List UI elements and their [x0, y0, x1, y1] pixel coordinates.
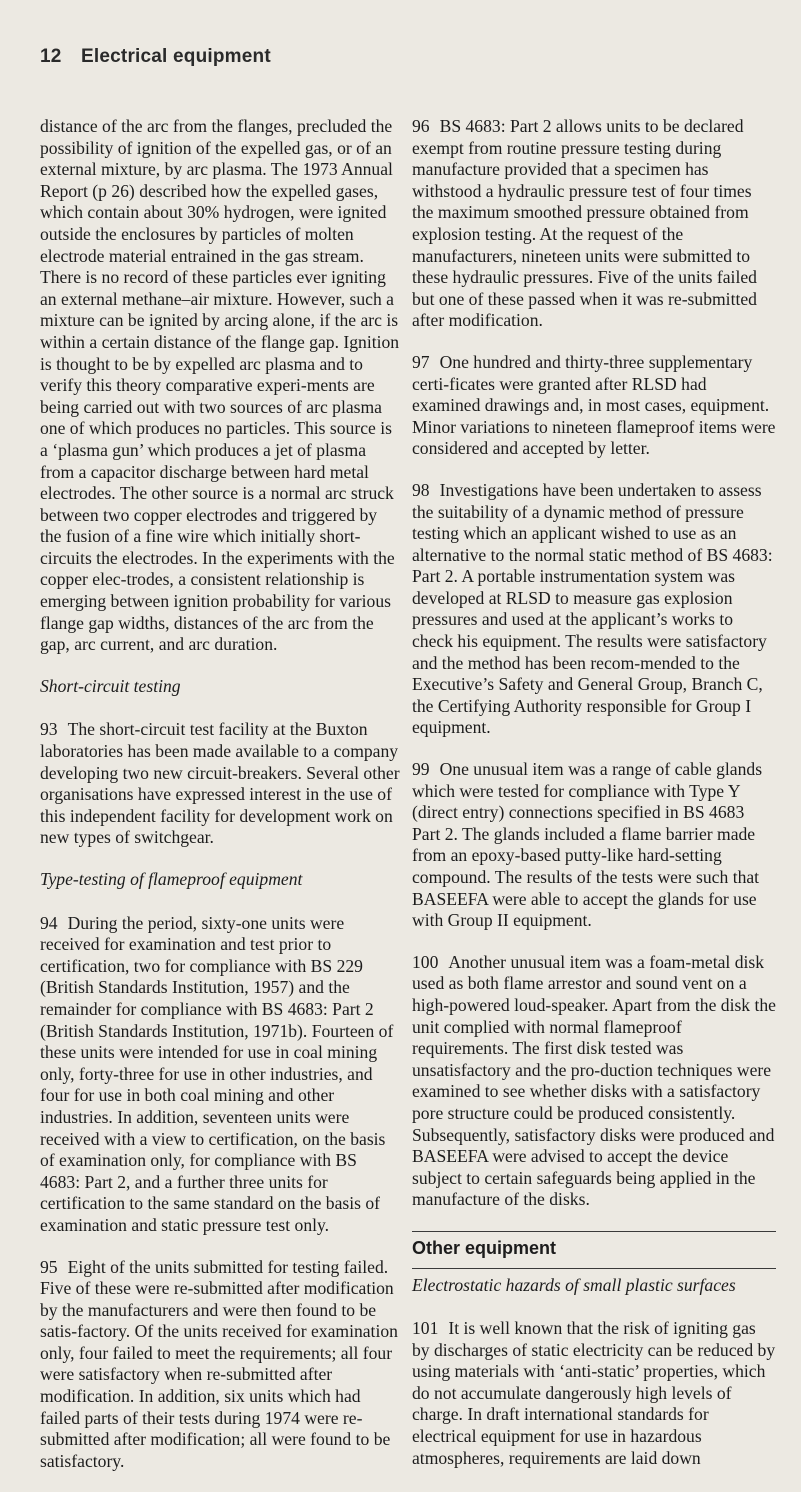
paragraph-number: 99 — [412, 759, 430, 780]
section-rule-top — [412, 1231, 776, 1232]
paragraph-text: Another unusual item was a foam-metal disk used as both flame arrestor and sound vent on a high-powered loud-speaker. Apart from the disk the unit complied with normal flameproof requirements. The first disk tested was unsatisfactory and the pro-duction techniques were examined to see whether disks with a satisfactory pore structure could be produced consistently. Subsequently, satisfactory disks were produced and BASEEFA were advised to accept the device subject to certain safeguards being applied in the manufacture of the disks. — [412, 951, 776, 1210]
subheading-short-circuit: Short-circuit testing — [40, 675, 181, 696]
paragraph-text: Eight of the units submitted for testing failed. Five of these were re-submitted after modification by the manufacturers and were then found to be satis-factory. Of the units received for examination only, four failed to meet the requirements; all four were satisfactory when re-submitted after modification. In addition, six units which had failed parts of their tests during 1974 were re-submitted after modification; all were found to be satisfactory. — [40, 1256, 398, 1471]
paragraph-text: It is well known that the risk of igniting gas by discharges of static electricity can be reduced by using materials with ‘anti-static’ properties, which do not accumulate dangerously high levels of charge. In draft international standards for electrical equipment for use in hazardous atmospheres, requirements are laid down — [412, 1318, 776, 1468]
paragraph-text: One hundred and thirty-three supplementary certi-ficates were granted after RLSD had examined drawings and, in most cases, equipment. Minor variations to nineteen flameproof items were considered and accepted by letter. — [412, 351, 776, 459]
paragraph-101 — [412, 1318, 776, 1469]
paragraph-98 — [412, 480, 776, 739]
paragraph-number: 98 — [412, 479, 430, 500]
paragraph-number: 97 — [412, 351, 430, 372]
right-column — [412, 116, 776, 1489]
page-title: Electrical equipment — [81, 46, 271, 67]
paragraph-number: 95 — [40, 1256, 58, 1277]
paragraph-text: The short-circuit test facility at the Buxton laboratories has been made available to a company developing two new circuit-breakers. Several other organisations have expressed interest in the use of this independent facility for development work on new types of switchgear. — [40, 719, 400, 848]
left-column — [40, 116, 400, 1492]
paragraph-100 — [412, 952, 776, 1211]
paragraph-number: 94 — [40, 912, 58, 933]
paragraph-number: 96 — [412, 116, 430, 136]
subheading-electrostatic: Electrostatic hazards of small plastic surfaces — [412, 1274, 736, 1295]
section-rule-bottom — [412, 1268, 776, 1269]
paragraph-95 — [40, 1257, 400, 1473]
paragraph-99 — [412, 759, 776, 932]
page-header — [40, 46, 271, 68]
paragraph-number: 93 — [40, 719, 58, 740]
paragraph-number: 101 — [412, 1318, 439, 1339]
section-heading-other-equipment: Other equipment — [412, 1237, 557, 1258]
paragraph-96 — [412, 116, 776, 332]
paragraph-text: During the period, sixty-one units were received for examination and test prior to certification, two for compliance with BS 229 (British Standards Institution, 1957) and the remainder for compliance with BS 4683: Part 2 (British Standards Institution, 1971b). Fourteen of these units were intended for use in coal mining only, forty-three for use in other industries, and four for use in both coal mining and other industries. In addition, seventeen units were received with a view to certification, on the basis of examination only, for compliance with BS 4683: Part 2, and a further three units for certification to the same standard on the basis of examination and static pressure test only. — [40, 912, 394, 1235]
paragraph-97 — [412, 352, 776, 460]
paragraph-text: BS 4683: Part 2 allows units to be declared exempt from routine pressure testing during manufacture provided that a specimen has withstood a hydraulic pressure test of four times the maximum smoothed pressure obtained from explosion testing. At the request of the manufacturers, nineteen units were submitted to these hydraulic pressures. Five of the units failed but one of these passed when it was re-submitted after modification. — [412, 116, 757, 331]
paragraph-number: 100 — [412, 951, 439, 972]
paragraph-text: Investigations have been undertaken to assess the suitability of a dynamic method of pressure testing which an applicant wished to use as an alternative to the normal static method of BS 4683: Part 2. A portable instrumentation system was developed at RLSD to measure gas explosion pressures and used at the applicant’s works to check his equipment. The results were satisfactory and the method has been recom-mended to the Executive’s Safety and General Group, Branch C, the Certifying Authority responsible for Group I equipment. — [412, 479, 773, 738]
page-number: 12 — [40, 46, 62, 67]
paragraph-94 — [40, 913, 400, 1237]
subheading-type-testing: Type-testing of flameproof equipment — [40, 869, 303, 889]
paragraph-intro: distance of the arc from the flanges, precluded the possibility of ignition of the expelled gas, or of an external mixture, by arc plasma. The 1973 Annual Report (p 26) described how the expelled gases, which contain about 30% hydrogen, were ignited outside the enclosures by particles of molten electrode material entrained in the gas stream. There is no record of these particles ever igniting an external methane–air mixture. However, such a mixture can be ignited by arcing alone, if the arc is within a certain distance of the flange gap. Ignition is thought to be by expelled arc plasma and to verify this theory comparative experi-ments are being carried out with two sources of arc plasma one of which produces no particles. This source is a ‘plasma gun’ which produces a jet of plasma from a capacitor discharge between hard metal electrodes. The other source is a normal arc struck between two copper electrodes and triggered by the fusion of a fine wire which initially short-circuits the electrodes. In the experiments with the copper elec-trodes, a consistent relationship is emerging between ignition probability for various flange gap widths, distances of the arc from the gap, arc current, and arc duration. — [40, 116, 400, 655]
paragraph-93 — [40, 719, 400, 849]
paragraph-text: One unusual item was a range of cable glands which were tested for compliance with Type Y (direct entry) connections specified in BS 4683 Part 2. The glands included a flame barrier made from an epoxy-based putty-like hard-setting compound. The results of the tests were such that BASEEFA were able to accept the glands for use with Group II equipment. — [412, 759, 763, 931]
